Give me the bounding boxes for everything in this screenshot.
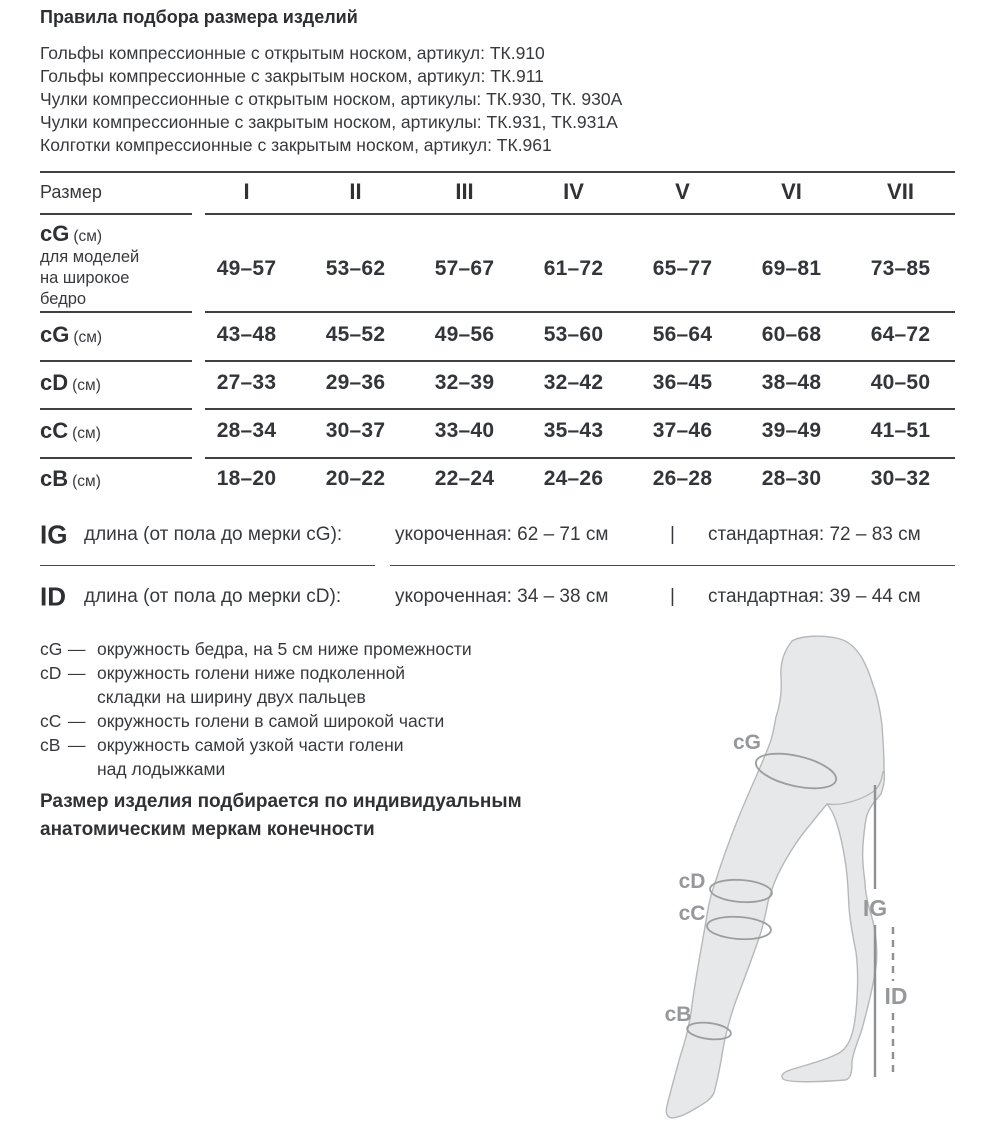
table-rule-top xyxy=(40,171,955,173)
column-header: V xyxy=(675,179,690,204)
measure-code: cC xyxy=(40,418,69,443)
column-header: III xyxy=(455,179,474,204)
length-code: IG xyxy=(40,519,68,550)
sizing-note: Размер изделия подбирается по индивидуальным анатомическим меркам конечности xyxy=(40,791,522,840)
product-list xyxy=(40,42,622,157)
size-range: 28–30 xyxy=(761,467,822,490)
table-header-cells xyxy=(192,179,955,205)
cd-diagram-label: cD xyxy=(678,870,706,893)
length-short-option: укороченная: 62 – 71 см xyxy=(395,524,609,545)
size-range: 69–81 xyxy=(761,257,822,280)
legend-text-line: окружность самой узкой части голени xyxy=(97,735,404,755)
size-range: 35–43 xyxy=(543,419,604,442)
size-range: 60–68 xyxy=(761,323,822,346)
row-values xyxy=(192,323,955,347)
legend-text xyxy=(97,637,472,661)
size-range: 30–37 xyxy=(325,419,386,442)
product-line: Гольфы компрессионные с закрытым носком, артикул: ТК.911 xyxy=(40,66,544,86)
size-range: 39–49 xyxy=(761,419,822,442)
legend-item-cc xyxy=(40,709,472,733)
table-rule xyxy=(40,408,192,410)
measure-code: cG xyxy=(40,322,70,347)
measure-code: cG xyxy=(40,221,70,246)
column-header: II xyxy=(349,179,362,204)
size-table xyxy=(40,171,955,505)
length-option-separator: | xyxy=(670,586,675,607)
legend-dash: — xyxy=(68,639,86,659)
table-corner-label: Размер xyxy=(40,181,102,202)
size-range: 22–24 xyxy=(434,467,495,490)
cc-diagram-label: cC xyxy=(678,902,706,925)
page-title: Правила подбора размера изделий xyxy=(40,7,358,27)
column-header: VI xyxy=(781,179,802,204)
size-range: 33–40 xyxy=(434,419,495,442)
length-code: ID xyxy=(40,581,66,612)
product-line: Гольфы компрессионные с открытым носком, артикул: ТК.910 xyxy=(40,43,545,63)
size-range: 64–72 xyxy=(870,323,931,346)
product-line: Чулки компрессионные с открытым носком, артикулы: ТК.930, ТК. 930А xyxy=(40,89,623,109)
size-range: 40–50 xyxy=(870,371,931,394)
measure-unit: (см) xyxy=(73,329,103,346)
size-range: 29–36 xyxy=(325,371,386,394)
size-range: 53–62 xyxy=(325,257,386,280)
size-range: 24–26 xyxy=(543,467,604,490)
size-range: 18–20 xyxy=(216,467,277,490)
length-label: длина (от пола до мерки cD): xyxy=(84,586,342,607)
legend-dash: — xyxy=(68,711,86,731)
product-line: Чулки компрессионные с закрытым носком, артикулы: ТК.931, ТК.931А xyxy=(40,112,618,132)
length-standard-option: стандартная: 39 – 44 см xyxy=(708,586,921,607)
row-values xyxy=(192,467,955,491)
legend-text xyxy=(97,661,405,709)
legend-text xyxy=(97,733,404,781)
row-values xyxy=(192,419,955,443)
measurement-legend xyxy=(40,637,472,781)
size-range: 26–28 xyxy=(652,467,713,490)
size-range: 27–33 xyxy=(216,371,277,394)
length-divider-right xyxy=(390,565,955,566)
legend-code: cC xyxy=(40,711,62,731)
size-range: 37–46 xyxy=(652,419,713,442)
legend-item-cb xyxy=(40,733,472,781)
measure-code: cB xyxy=(40,466,69,491)
legend-item-cg xyxy=(40,637,472,661)
size-range: 41–51 xyxy=(870,419,931,442)
column-header: VII xyxy=(887,179,914,204)
table-rule xyxy=(205,311,955,313)
table-row-cg-wide xyxy=(40,213,955,311)
size-range: 49–56 xyxy=(434,323,495,346)
table-header-row xyxy=(40,171,955,213)
measure-unit: (см) xyxy=(73,228,103,245)
table-rule xyxy=(40,311,192,313)
table-row-cb xyxy=(40,455,955,503)
table-rule xyxy=(205,360,955,362)
legend-item-cd xyxy=(40,661,472,709)
legend-text-line: окружность голени в самой широкой части xyxy=(97,711,445,731)
column-header: IV xyxy=(563,179,584,204)
legend-text-line: над лодыжками xyxy=(97,759,226,779)
table-rule xyxy=(205,213,955,215)
legend-text xyxy=(97,709,444,733)
row-values xyxy=(192,371,955,395)
legend-code: cD xyxy=(40,663,62,683)
id-diagram-label: ID xyxy=(884,983,908,1009)
row-label xyxy=(40,418,192,444)
measure-unit: (см) xyxy=(72,425,101,442)
size-range: 38–48 xyxy=(761,371,822,394)
row-label-note: для моделей xyxy=(40,248,140,266)
table-row-cg xyxy=(40,311,955,359)
measure-unit: (см) xyxy=(72,377,101,394)
length-label: длина (от пола до мерки cG): xyxy=(84,524,343,545)
size-range: 57–67 xyxy=(434,257,495,280)
ig-diagram-label: IG xyxy=(862,895,888,921)
measure-code: cD xyxy=(40,370,69,395)
size-range: 45–52 xyxy=(325,323,386,346)
length-row-id xyxy=(40,567,955,627)
table-rule xyxy=(40,213,192,215)
legend-code: cG xyxy=(40,639,63,659)
column-header: I xyxy=(243,179,250,204)
row-label-note: бедро xyxy=(40,290,87,308)
length-option-separator: | xyxy=(670,524,675,545)
size-range: 49–57 xyxy=(216,257,277,280)
measure-unit: (см) xyxy=(72,473,101,490)
size-range: 32–42 xyxy=(543,371,604,394)
row-label xyxy=(40,322,192,348)
table-rule xyxy=(40,457,192,459)
row-label-note: на широкое xyxy=(40,269,130,287)
table-row-cc xyxy=(40,407,955,455)
row-label xyxy=(40,370,192,396)
table-rule xyxy=(205,457,955,459)
legend-text-line: окружность бедра, на 5 см ниже промежности xyxy=(97,639,472,659)
size-range: 61–72 xyxy=(543,257,604,280)
length-row-ig xyxy=(40,505,955,565)
leg-measurement-diagram xyxy=(630,625,1000,1134)
legend-text-line: окружность голени ниже подколенной xyxy=(97,663,406,683)
size-range: 32–39 xyxy=(434,371,495,394)
table-row-cd xyxy=(40,359,955,407)
size-range: 73–85 xyxy=(870,257,931,280)
size-range: 43–48 xyxy=(216,323,277,346)
size-range: 30–32 xyxy=(870,467,931,490)
length-standard-option: стандартная: 72 – 83 см xyxy=(708,524,921,545)
size-range: 65–77 xyxy=(652,257,713,280)
row-label xyxy=(40,221,192,310)
table-rule xyxy=(40,360,192,362)
cb-diagram-label: cB xyxy=(664,1003,692,1026)
length-short-option: укороченная: 34 – 38 см xyxy=(395,586,609,607)
leg-diagram-svg xyxy=(630,625,1000,1134)
row-values xyxy=(192,257,955,281)
size-range: 56–64 xyxy=(652,323,713,346)
legend-dash: — xyxy=(68,663,86,683)
legend-dash: — xyxy=(68,735,86,755)
size-range: 20–22 xyxy=(325,467,386,490)
table-rule xyxy=(205,408,955,410)
size-range: 36–45 xyxy=(652,371,713,394)
size-range: 53–60 xyxy=(543,323,604,346)
length-divider-left xyxy=(40,565,375,566)
legend-code: cB xyxy=(40,735,61,755)
cg-diagram-label: cG xyxy=(732,731,762,754)
product-line: Колготки компрессионные с закрытым носком, артикул: ТК.961 xyxy=(40,135,552,155)
size-range: 28–34 xyxy=(216,419,277,442)
row-label xyxy=(40,466,192,492)
legend-text-line: складки на ширину двух пальцев xyxy=(97,687,366,707)
